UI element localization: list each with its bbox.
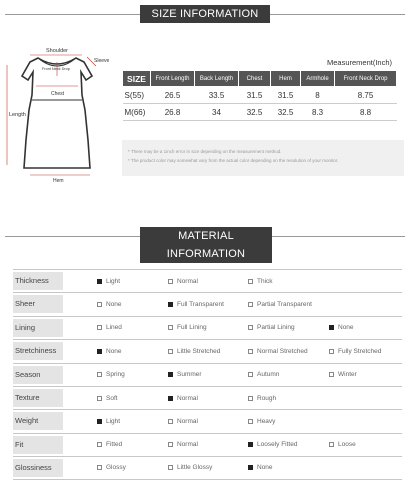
unchecked-box-icon bbox=[248, 349, 253, 354]
unchecked-box-icon bbox=[168, 465, 173, 470]
size-cell: 33.5 bbox=[195, 87, 239, 104]
header-hem: Hem bbox=[271, 71, 301, 87]
material-option bbox=[168, 387, 198, 409]
unchecked-box-icon bbox=[168, 279, 173, 284]
header-front-length: Front Length bbox=[151, 71, 195, 87]
material-option bbox=[248, 364, 279, 386]
material-option bbox=[248, 457, 273, 478]
material-label: Sheer bbox=[13, 295, 63, 313]
checked-box-icon bbox=[97, 279, 102, 284]
size-divider-left bbox=[5, 14, 140, 15]
unchecked-box-icon bbox=[97, 465, 102, 470]
size-table-header bbox=[123, 71, 397, 87]
size-cell: 32.5 bbox=[271, 104, 301, 121]
option-label: Loosely Fitted bbox=[257, 441, 298, 449]
material-option bbox=[168, 410, 198, 432]
material-option bbox=[248, 410, 275, 432]
material-option bbox=[329, 340, 381, 362]
checked-box-icon bbox=[248, 465, 253, 470]
unchecked-box-icon bbox=[168, 442, 173, 447]
option-label: Heavy bbox=[257, 418, 276, 426]
checked-box-icon bbox=[97, 419, 102, 424]
option-label: Full Transparent bbox=[177, 301, 224, 309]
option-label: Autumn bbox=[257, 371, 280, 379]
option-label: Glossy bbox=[106, 464, 126, 472]
option-label: Normal bbox=[177, 394, 198, 402]
header-armhole: Armhole bbox=[301, 71, 335, 87]
option-label: Spring bbox=[106, 371, 125, 379]
header-chest: Chest bbox=[239, 71, 271, 87]
material-divider-left bbox=[5, 236, 140, 237]
dress-diagram bbox=[0, 40, 120, 184]
size-cell: M(66) bbox=[123, 104, 151, 121]
option-label: Little Glossy bbox=[177, 464, 213, 472]
material-label: Stretchiness bbox=[13, 342, 63, 360]
size-cell: 8.8 bbox=[335, 104, 397, 121]
unchecked-box-icon bbox=[168, 325, 173, 330]
option-label: Winter bbox=[338, 371, 357, 379]
material-row-lining bbox=[13, 316, 402, 339]
material-option bbox=[248, 317, 295, 339]
unchecked-box-icon bbox=[248, 325, 253, 330]
size-cell: 32.5 bbox=[239, 104, 271, 121]
option-label: Rough bbox=[257, 394, 277, 402]
option-label: None bbox=[338, 324, 354, 332]
size-cell: 31.5 bbox=[239, 87, 271, 104]
size-cell: 26.8 bbox=[151, 104, 195, 121]
material-table bbox=[13, 269, 402, 480]
size-notes bbox=[122, 140, 404, 176]
material-option bbox=[329, 364, 357, 386]
material-option bbox=[248, 293, 312, 315]
option-label: Light bbox=[106, 418, 121, 426]
option-label: Normal Stretched bbox=[257, 347, 308, 355]
material-row-thickness bbox=[13, 269, 402, 292]
note-line: * The product color may somewhat vary from the actual color depending on the resolution of your monitor. bbox=[128, 158, 339, 163]
size-table bbox=[122, 70, 397, 121]
material-option bbox=[97, 434, 122, 456]
material-option bbox=[168, 317, 207, 339]
option-label: Normal bbox=[177, 441, 198, 449]
size-cell: 26.5 bbox=[151, 87, 195, 104]
header-front-neck-drop: Front Neck Drop bbox=[335, 71, 397, 87]
material-row-stretchiness bbox=[13, 339, 402, 362]
unchecked-box-icon bbox=[97, 396, 102, 401]
label-hem: Hem bbox=[53, 178, 64, 184]
size-cell: 31.5 bbox=[271, 87, 301, 104]
material-option bbox=[168, 457, 212, 478]
material-option bbox=[248, 340, 308, 362]
size-cell: 34 bbox=[195, 104, 239, 121]
unchecked-box-icon bbox=[329, 372, 334, 377]
material-label: Weight bbox=[13, 412, 63, 430]
option-label: Loose bbox=[338, 441, 356, 449]
option-label: Full Lining bbox=[177, 324, 207, 332]
unchecked-box-icon bbox=[248, 419, 253, 424]
material-label: Lining bbox=[13, 319, 63, 337]
size-cell: S(55) bbox=[123, 87, 151, 104]
material-row-season bbox=[13, 363, 402, 386]
size-cell: 8.3 bbox=[301, 104, 335, 121]
measurement-title: Measurement(Inch) bbox=[327, 58, 393, 67]
material-row-sheer bbox=[13, 292, 402, 315]
material-option bbox=[168, 270, 198, 292]
unchecked-box-icon bbox=[329, 442, 334, 447]
option-label: Summer bbox=[177, 371, 202, 379]
material-option bbox=[97, 340, 122, 362]
unchecked-box-icon bbox=[97, 442, 102, 447]
size-divider-right bbox=[270, 14, 405, 15]
option-label: Soft bbox=[106, 394, 118, 402]
unchecked-box-icon bbox=[97, 302, 102, 307]
unchecked-box-icon bbox=[97, 372, 102, 377]
unchecked-box-icon bbox=[248, 279, 253, 284]
material-option bbox=[329, 434, 356, 456]
option-label: Normal bbox=[177, 418, 198, 426]
size-row bbox=[123, 87, 397, 104]
material-row-glossiness bbox=[13, 456, 402, 479]
material-option bbox=[168, 293, 224, 315]
unchecked-box-icon bbox=[248, 372, 253, 377]
size-info-banner: SIZE INFORMATION bbox=[140, 5, 270, 23]
material-option bbox=[97, 387, 118, 409]
option-label: None bbox=[257, 464, 273, 472]
material-row-fit bbox=[13, 433, 402, 456]
material-row-weight bbox=[13, 409, 402, 432]
header-size: SIZE bbox=[123, 71, 151, 87]
label-front-neck-drop: Front Neck Drop bbox=[42, 67, 70, 71]
header-back-length: Back Length bbox=[195, 71, 239, 87]
option-label: None bbox=[106, 301, 122, 309]
checked-box-icon bbox=[329, 325, 334, 330]
size-cell: 8.75 bbox=[335, 87, 397, 104]
material-option bbox=[97, 457, 126, 478]
size-cell: 8 bbox=[301, 87, 335, 104]
material-option bbox=[248, 270, 273, 292]
material-option bbox=[168, 434, 198, 456]
material-option bbox=[97, 364, 125, 386]
label-chest: Chest bbox=[51, 91, 65, 97]
option-label: None bbox=[106, 347, 122, 355]
material-label: Fit bbox=[13, 436, 63, 454]
material-option bbox=[329, 317, 354, 339]
note-line: * There may be a 1inch error in size depending on the measurement method. bbox=[128, 149, 282, 154]
option-label: Fully Stretched bbox=[338, 347, 382, 355]
option-label: Partial Transparent bbox=[257, 301, 312, 309]
material-divider-right bbox=[272, 236, 405, 237]
option-label: Thick bbox=[257, 277, 273, 285]
unchecked-box-icon bbox=[168, 419, 173, 424]
option-label: Fitted bbox=[106, 441, 123, 449]
material-row-texture bbox=[13, 386, 402, 409]
material-option bbox=[97, 410, 120, 432]
material-option bbox=[248, 434, 297, 456]
material-option bbox=[168, 364, 202, 386]
option-label: Normal bbox=[177, 277, 198, 285]
material-label: Season bbox=[13, 366, 63, 384]
checked-box-icon bbox=[248, 442, 253, 447]
label-shoulder: Shoulder bbox=[46, 48, 69, 54]
unchecked-box-icon bbox=[329, 349, 334, 354]
label-sleeve: Sleeve bbox=[94, 58, 110, 64]
material-label: Texture bbox=[13, 389, 63, 407]
material-label: Thickness bbox=[13, 272, 63, 290]
checked-box-icon bbox=[168, 396, 173, 401]
unchecked-box-icon bbox=[168, 349, 173, 354]
unchecked-box-icon bbox=[248, 396, 253, 401]
checked-box-icon bbox=[168, 302, 173, 307]
material-label: Glossiness bbox=[13, 459, 63, 477]
material-option bbox=[97, 317, 122, 339]
material-info-banner: MATERIAL INFORMATION bbox=[140, 227, 272, 263]
checked-box-icon bbox=[97, 349, 102, 354]
material-option bbox=[97, 270, 120, 292]
material-option bbox=[97, 293, 122, 315]
option-label: Partial Lining bbox=[257, 324, 295, 332]
unchecked-box-icon bbox=[97, 325, 102, 330]
option-label: Lined bbox=[106, 324, 122, 332]
material-option bbox=[248, 387, 276, 409]
checked-box-icon bbox=[168, 372, 173, 377]
material-option bbox=[168, 340, 220, 362]
option-label: Light bbox=[106, 277, 121, 285]
unchecked-box-icon bbox=[248, 302, 253, 307]
label-length: Length bbox=[9, 112, 26, 118]
size-row bbox=[123, 104, 397, 121]
option-label: Little Stretched bbox=[177, 347, 221, 355]
